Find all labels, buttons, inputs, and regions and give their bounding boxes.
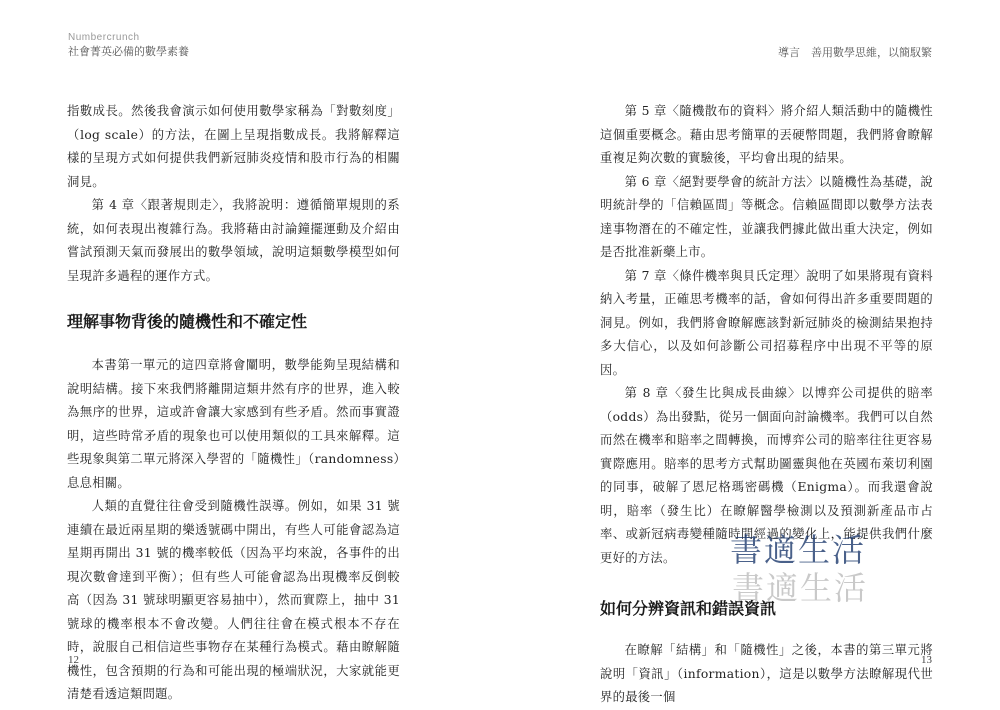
running-header-right: 導言 善用數學思維，以簡馭繁 bbox=[778, 46, 932, 59]
paragraph: 在瞭解「結構」和「隨機性」之後，本書的第三單元將說明「資訊」（information），這是以數學方法瞭解現代世界的最後一個 bbox=[600, 643, 933, 704]
paragraph: 第 8 章〈發生比與成長曲線〉以博弈公司提供的賠率（odds）為出發點，從另一個面向討論機率。我們可以自然而然在機率和賠率之間轉換，而博弈公司的賠率往往更容易實際應用。賠率的思考方式幫助圖靈與他在英國布萊切利園的同事，破解了恩尼格瑪密碼機（Enigma）。而我還會說明，賠率（發生比）在瞭解醫學檢測以及預測新產品市占率、或新冠病毒變種隨時間經過的變化上，能提供我們什麼更好的方法。 bbox=[600, 386, 933, 565]
paragraph: 第 5 章〈隨機散布的資料〉將介紹人類活動中的隨機性這個重要概念。藉由思考簡單的丟硬幣問題，我們將會瞭解重複足夠次數的實驗後，平均會出現的結果。 bbox=[600, 104, 933, 165]
right-page bbox=[600, 100, 933, 710]
paragraph: 第 4 章〈跟著規則走〉，我將說明：遵循簡單規則的系統，如何表現出複雜行為。我將藉由討論鐘擺運動及介紹由嘗試預測天氣而發展出的數學領域，說明這類數學模型如何呈現許多過程的運作方式。 bbox=[67, 198, 400, 283]
paragraph: 第 6 章〈絕對要學會的統計方法〉以隨機性為基礎，說明統計學的「信賴區間」等概念。信賴區間即以數學方法表達事物潛在的不確定性，並讓我們據此做出重大決定，例如是否批准新藥上市。 bbox=[600, 174, 933, 259]
section-heading: 如何分辨資訊和錯誤資訊 bbox=[600, 599, 777, 618]
paragraph: 人類的直覺往往會受到隨機性誤導。例如，如果 31 號連續在最近兩星期的樂透號碼中開出，有些人可能會認為這星期再開出 31 號的機率較低（因為平均來說，各事件的出現次數會達到平衡）；但有些人可能會認為出現機率反倒較高（因為 31 號球明顯更容易抽中），然而實際上，抽中 31 號球的機率根本不會改變。人們往往會在模式根本不存在時，說服自己相信這些事物存在某種行為模式。藉由瞭解隨機性，包含預期的行為和可能出現的極端狀況，大家就能更清楚看透這類問題。 bbox=[67, 499, 400, 701]
page-number-right: 13 bbox=[921, 654, 932, 666]
series-brand: Numbercrunch bbox=[68, 32, 140, 43]
paragraph: 本書第一單元的這四章將會闡明，數學能夠呈現結構和說明結構。接下來我們將離開這類井然有序的世界，進入較為無序的世界，這或許會讓大家感到有些矛盾。然而事實證明，這些時常矛盾的現象也可以使用類似的工具來解釋。這些現象與第二單元將深入學習的「隨機性」（randomness）息息相關。 bbox=[67, 358, 400, 490]
paragraph: 第 7 章〈條件機率與貝氏定理〉說明了如果將現有資料納入考量，正確思考機率的話，會如何得出許多重要問題的洞見。例如，我們將會瞭解應該對新冠肺炎的檢測結果抱持多大信心，以及如何診斷公司招募程序中出現不平等的原因。 bbox=[600, 268, 933, 377]
section-heading: 理解事物背後的隨機性和不確定性 bbox=[67, 312, 308, 331]
running-header-left bbox=[68, 32, 189, 60]
left-page bbox=[67, 100, 400, 707]
book-title: 社會菁英必備的數學素養 bbox=[68, 45, 189, 58]
watermark-logo-shadow: 書適生活 bbox=[732, 569, 869, 607]
paragraph: 指數成長。然後我會演示如何使用數學家稱為「對數刻度」（log scale）的方法，在圖上呈現指數成長。我將解釋這樣的呈現方式如何提供我們新冠肺炎疫情和股市行為的相關洞見。 bbox=[67, 104, 400, 189]
watermark-logo: 書適生活 bbox=[730, 531, 867, 569]
page-number-left: 12 bbox=[68, 654, 79, 666]
